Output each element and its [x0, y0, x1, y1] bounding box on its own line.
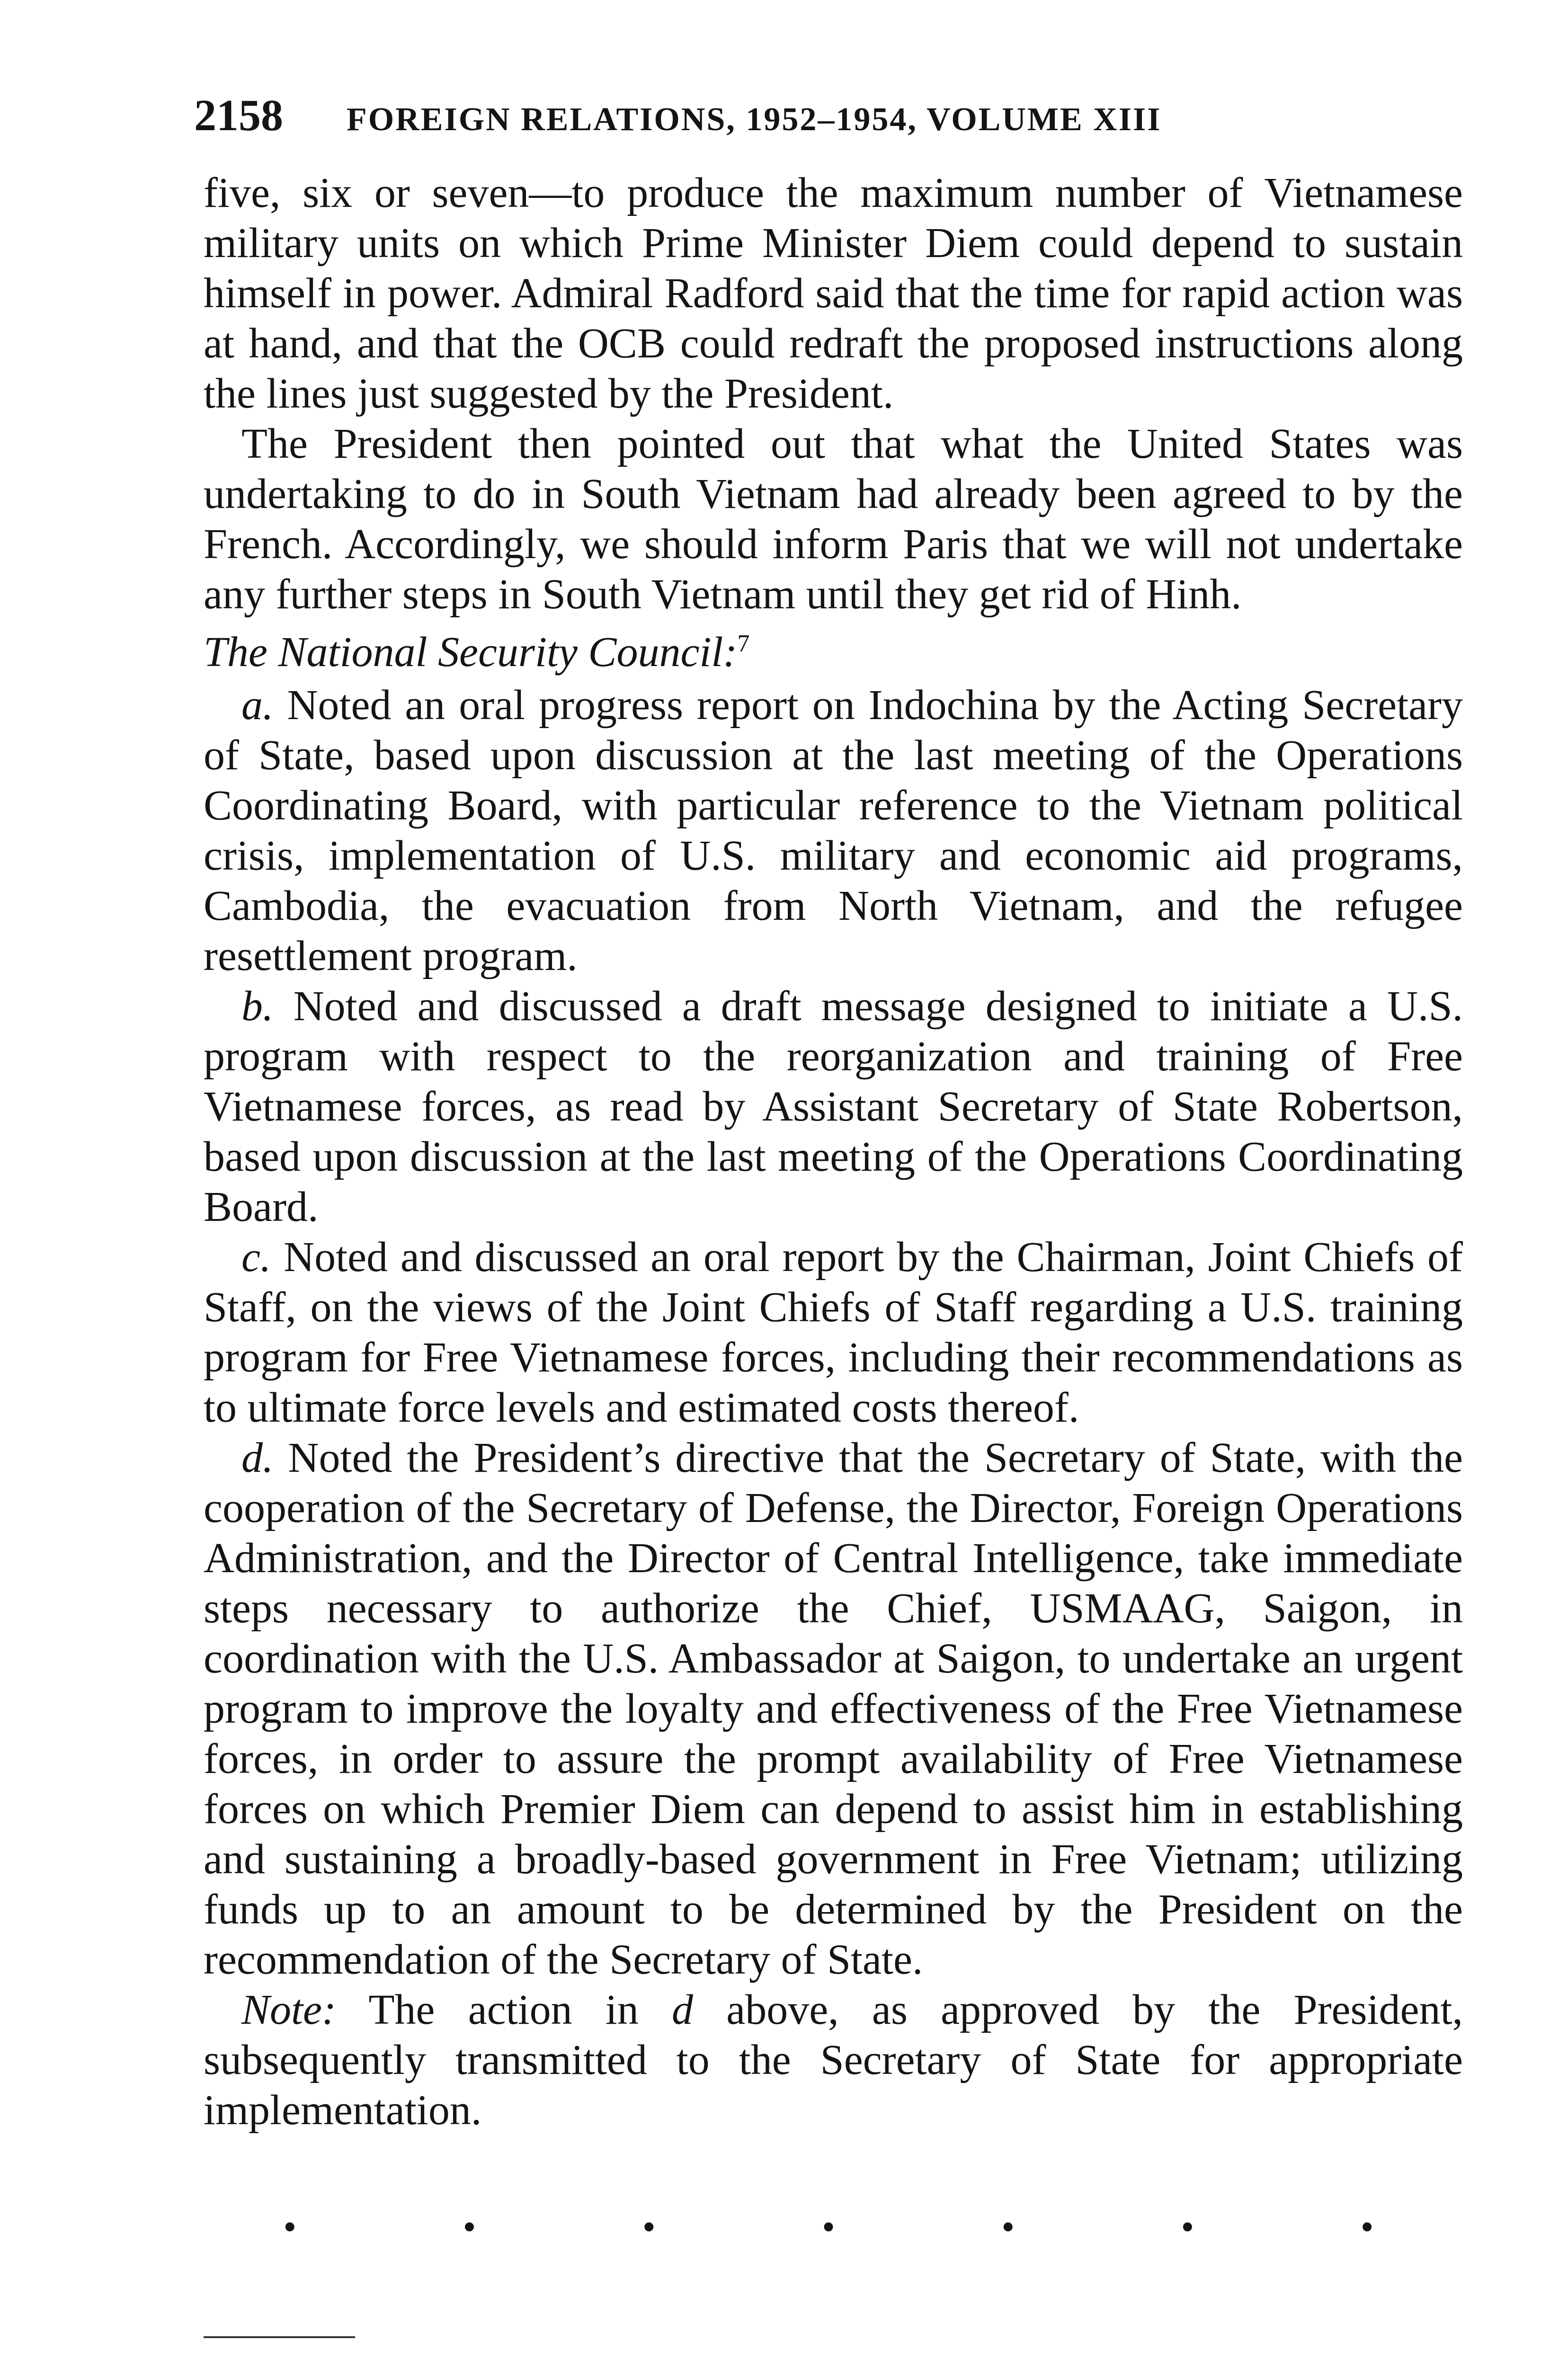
ellipsis-dot: •: [1182, 2209, 1194, 2245]
ellipsis-dot: •: [1002, 2209, 1014, 2245]
ellipsis-dot: •: [463, 2209, 475, 2245]
item-a-letter: a.: [241, 682, 274, 729]
ellipsis-dot: •: [284, 2209, 296, 2245]
running-head: [194, 90, 1463, 147]
item-d-letter: d.: [241, 1434, 274, 1481]
item-c-letter: c.: [241, 1234, 271, 1281]
item-a: [204, 680, 1463, 981]
item-c: [204, 1232, 1463, 1433]
ellipsis-dot: •: [822, 2209, 835, 2245]
ellipsis-dot: •: [1361, 2209, 1373, 2245]
paragraph-president: The President then pointed out that what the United States was undertaking to do in South Vietnam had already been agreed to by the French. Accordingly, we should inform Paris that we will not undertake any further steps in South Vietnam until they get rid of Hinh.: [204, 420, 1463, 618]
note-text-before: The action in: [368, 1986, 639, 2033]
paragraph-continued: five, six or seven—to produce the maximum number of Vietnamese military units on which Prime Minister Diem could depend to sustain himself in power. Admiral Radford said that the time for rapid action was at hand, and that the OCB could redraft the proposed instructions along the lines just suggested by the President.: [204, 169, 1463, 417]
running-title: FOREIGN RELATIONS, 1952–1954, VOLUME XIII: [347, 101, 1162, 138]
body-text: [204, 168, 1463, 2136]
section-heading: [204, 627, 1463, 677]
item-b: [204, 981, 1463, 1232]
note-label: Note:: [241, 1986, 336, 2033]
item-b-letter: b.: [241, 983, 274, 1030]
item-d-text: Noted the President’s directive that the Secretary of State, with the cooperation of the Secretary of Defense, the Director, Foreign Operations Administration, and the Director of Central Intelligence, take immediate steps necessary to authorize the Chief, USMAAG, Saigon, in coordination with the U.S. Ambassador at Saigon, to undertake an urgent program to improve the loyalty and effectiveness of the Free Vietnamese forces, in order to assure the prompt availability of Free Vietnamese forces on which Premier Diem can depend to assist him in establishing and sustaining a broadly-based government in Free Vietnam; utilizing funds up to an amount to be determined by the President on the recommendation of the Secretary of State.: [204, 1434, 1463, 1983]
item-b-text: Noted and discussed a draft message designed to initiate a U.S. program with respect to the reorganization and training of Free Vietnamese forces, as read by Assistant Secretary of State Robertson, based upon discussion at the last meeting of the Operations Coordinating Board.: [204, 983, 1463, 1230]
ellipsis-row: [284, 2208, 1373, 2246]
item-d: [204, 1433, 1463, 1985]
ellipsis-dot: •: [643, 2209, 655, 2245]
note-ref-letter: d: [672, 1986, 694, 2033]
page-number: 2158: [194, 91, 283, 140]
item-c-text: Noted and discussed an oral report by the Chairman, Joint Chiefs of Staff, on the views of the Joint Chiefs of Staff regarding a U.S. training program for Free Vietnamese forces, including their recommendations as to ultimate force levels and estimated costs thereof.: [204, 1234, 1463, 1431]
section-heading-text: The National Security Council:: [204, 629, 738, 676]
note-text-after: above, as approved by the President, subsequently transmitted to the Secretary of State for appropriate implementation.: [204, 1986, 1463, 2134]
note-paragraph: [204, 1985, 1463, 2136]
item-a-text: Noted an oral progress report on Indochina by the Acting Secretary of State, based upon discussion at the last meeting of the Operations Coordinating Board, with particular reference to the Vietnam political crisis, implementation of U.S. military and economic aid programs, Cambodia, the evacuation from North Vietnam, and the refugee resettlement program.: [204, 682, 1463, 979]
footnote-ref-7: 7: [737, 630, 750, 657]
footnote-divider: [204, 2336, 355, 2338]
